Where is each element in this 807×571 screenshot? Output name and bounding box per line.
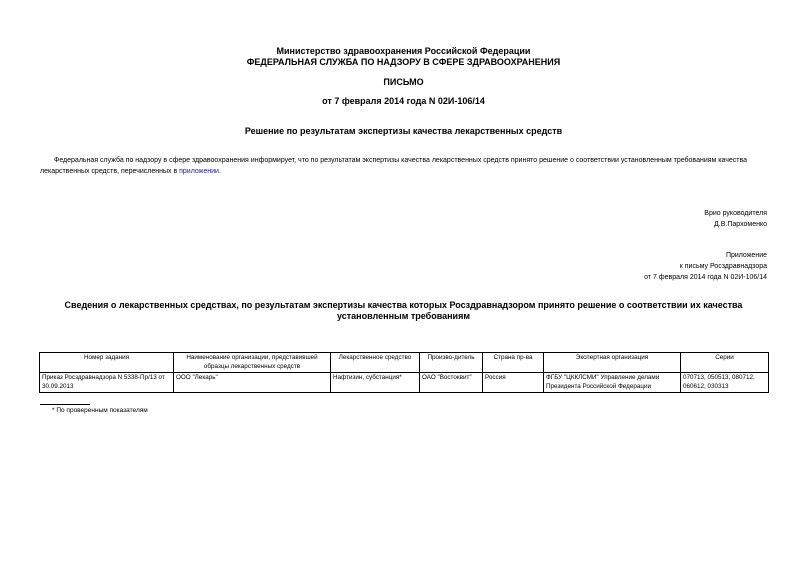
signature-position: Врио руководителя (704, 210, 767, 217)
col-header-expert-org: Экспертная организация (544, 353, 681, 373)
cell-series: 070713, 050513, 080712, 060612, 030313 (681, 373, 769, 393)
col-header-task-number: Номер задания (40, 353, 174, 373)
col-header-country: Страна пр-ва (483, 353, 544, 373)
body-text-before-link: Федеральная служба по надзору в сфере здравоохранения информирует, что по результатам экспертизы качества лекарственных средств принято решение о соответствии установленным требованиям качества лекарственных средств, перечисленных в (40, 157, 748, 175)
appendix-ref-line1: Приложение (725, 252, 767, 259)
appendix-ref-line3: от 7 февраля 2014 года N 02И-106/14 (644, 274, 767, 281)
cell-organization: ООО "Лекарь" (174, 373, 331, 393)
medicines-table (39, 352, 769, 393)
col-header-organization: Наименование организации, представившей образцы лекарственных средств (174, 353, 331, 373)
cell-expert-org: ФГБУ "ЦККЛСМИ" Управление делами Президента Российской Федерации (544, 373, 681, 393)
col-header-medicine: Лекарственное средство (331, 353, 420, 373)
letter-body (40, 155, 770, 177)
document-type: ПИСЬМО (383, 77, 424, 87)
table-row (40, 373, 769, 393)
col-header-series: Серии (681, 353, 769, 373)
appendix-title: Сведения о лекарственных средствах, по результатам экспертизы качества которых Росздравнадзором принято решение о соответствии их качества установленным требованиям (64, 300, 743, 321)
signature-name: Д.В.Пархоменко (714, 221, 767, 228)
document-subject: Решение по результатам экспертизы качества лекарственных средств (244, 126, 563, 136)
appendix-ref-line2: к письму Росздравнадзора (679, 263, 767, 270)
service-name: ФЕДЕРАЛЬНАЯ СЛУЖБА ПО НАДЗОРУ В СФЕРЕ ЗДРАВООХРАНЕНИЯ (246, 57, 561, 67)
col-header-manufacturer: Произво-дитель (420, 353, 483, 373)
document-date-number: от 7 февраля 2014 года N 02И-106/14 (322, 96, 485, 106)
ministry-name: Министерство здравоохранения Российской Федерации (276, 46, 531, 56)
cell-country: Россия (483, 373, 544, 393)
body-text-after-link: . (218, 168, 221, 175)
cell-manufacturer: ОАО "Востоквит" (420, 373, 483, 393)
footnote: * По проверенным показателям (52, 407, 148, 414)
cell-medicine: Нафтизин, субстанция* (331, 373, 420, 393)
signature-block (704, 208, 767, 230)
appendix-link[interactable]: приложении (179, 168, 219, 175)
cell-task-number: Приказ Росздравнадзора N 5338-Пр/13 от 30.09.2013 (40, 373, 174, 393)
footnote-divider (40, 404, 90, 405)
table-header-row (40, 353, 769, 373)
appendix-reference (644, 250, 767, 283)
